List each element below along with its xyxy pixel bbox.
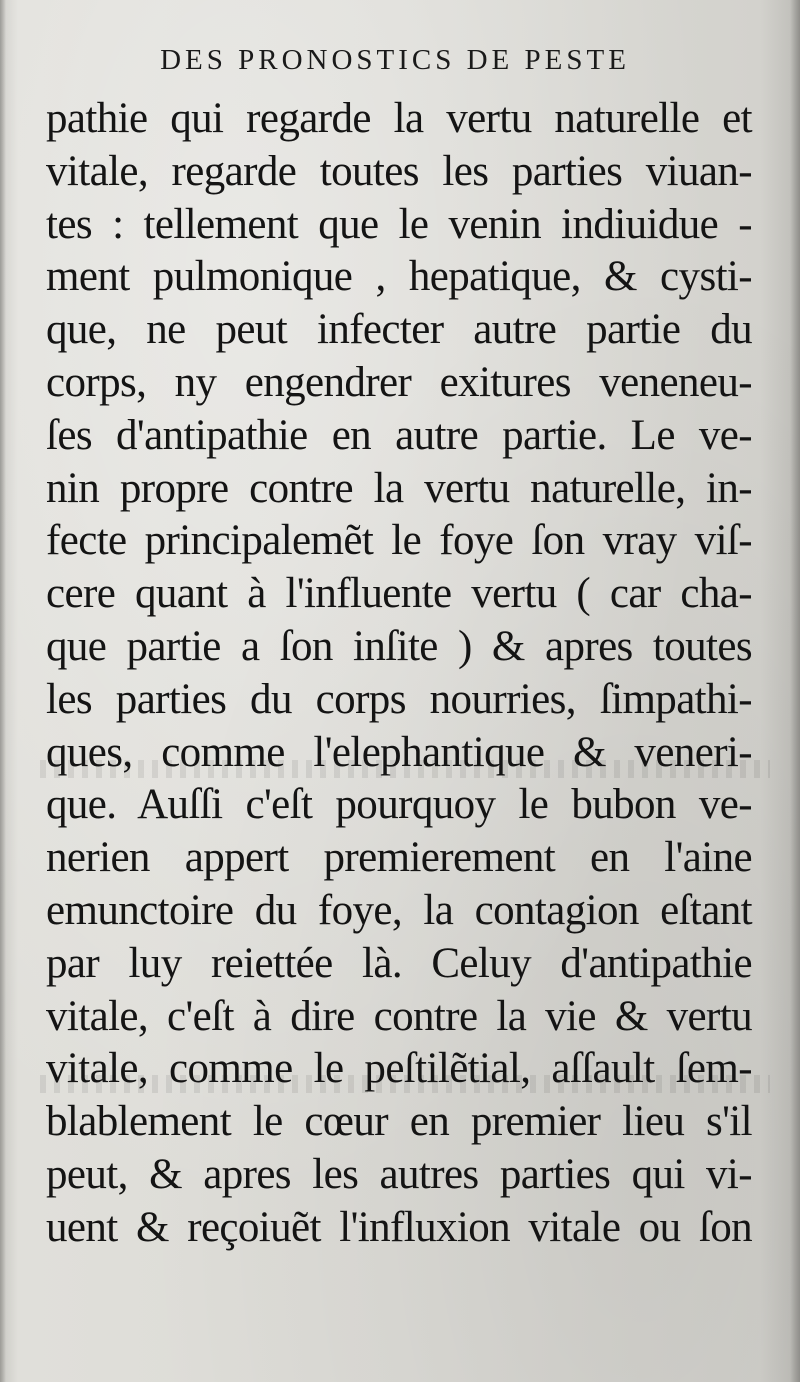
text-line: que partie a ſon inſite ) & apres toutes <box>46 622 752 670</box>
text-line: emunctoire du foye, la contagion eſtant <box>46 886 752 934</box>
text-line: par luy reiettée là. Celuy d'antipathie <box>46 939 752 987</box>
text-line: ſes d'antipathie en autre partie. Le ve- <box>46 411 752 459</box>
text-line: corps, ny engendrer exitures veneneu- <box>46 358 752 406</box>
running-head: DES PRONOSTICS DE PESTE <box>160 44 630 76</box>
text-line: uent & reçoiuẽt l'influxion vitale ou ſon <box>46 1203 752 1251</box>
page-right-edge <box>790 0 800 1382</box>
text-line: nin propre contre la vertu naturelle, in- <box>46 464 752 512</box>
text-line: que. Auſſi c'eſt pourquoy le bubon ve- <box>46 781 752 829</box>
text-line: nerien appert premierement en l'aine <box>46 834 752 882</box>
text-line: ques, comme l'elephantique & veneri- <box>46 728 752 776</box>
body-text <box>46 93 752 1255</box>
text-line: blablement le cœur en premier lieu s'il <box>46 1098 752 1146</box>
text-line: pathie qui regarde la vertu naturelle et <box>46 95 752 142</box>
text-line: que, ne peut infecter autre partie du <box>46 306 752 354</box>
page-left-edge <box>0 0 6 1382</box>
text-line: peut, & apres les autres parties qui vi- <box>46 1150 752 1198</box>
text-line: fecte principalemẽt le foye ſon vray viſ- <box>46 517 752 565</box>
text-line: vitale, c'eſt à dire contre la vie & vertu <box>46 992 752 1040</box>
text-line: vitale, comme le peſtilẽtial, aſſault ſem- <box>46 1045 752 1093</box>
text-line: tes : tellement que le venin indiuidue - <box>46 200 752 248</box>
text-line: ment pulmonique , hepatique, & cysti- <box>46 253 752 301</box>
text-line: les parties du corps nourries, ſimpathi- <box>46 675 752 723</box>
text-line: cere quant à l'influente vertu ( car cha- <box>46 570 752 618</box>
text-line: vitale, regarde toutes les parties viuan- <box>46 147 752 195</box>
